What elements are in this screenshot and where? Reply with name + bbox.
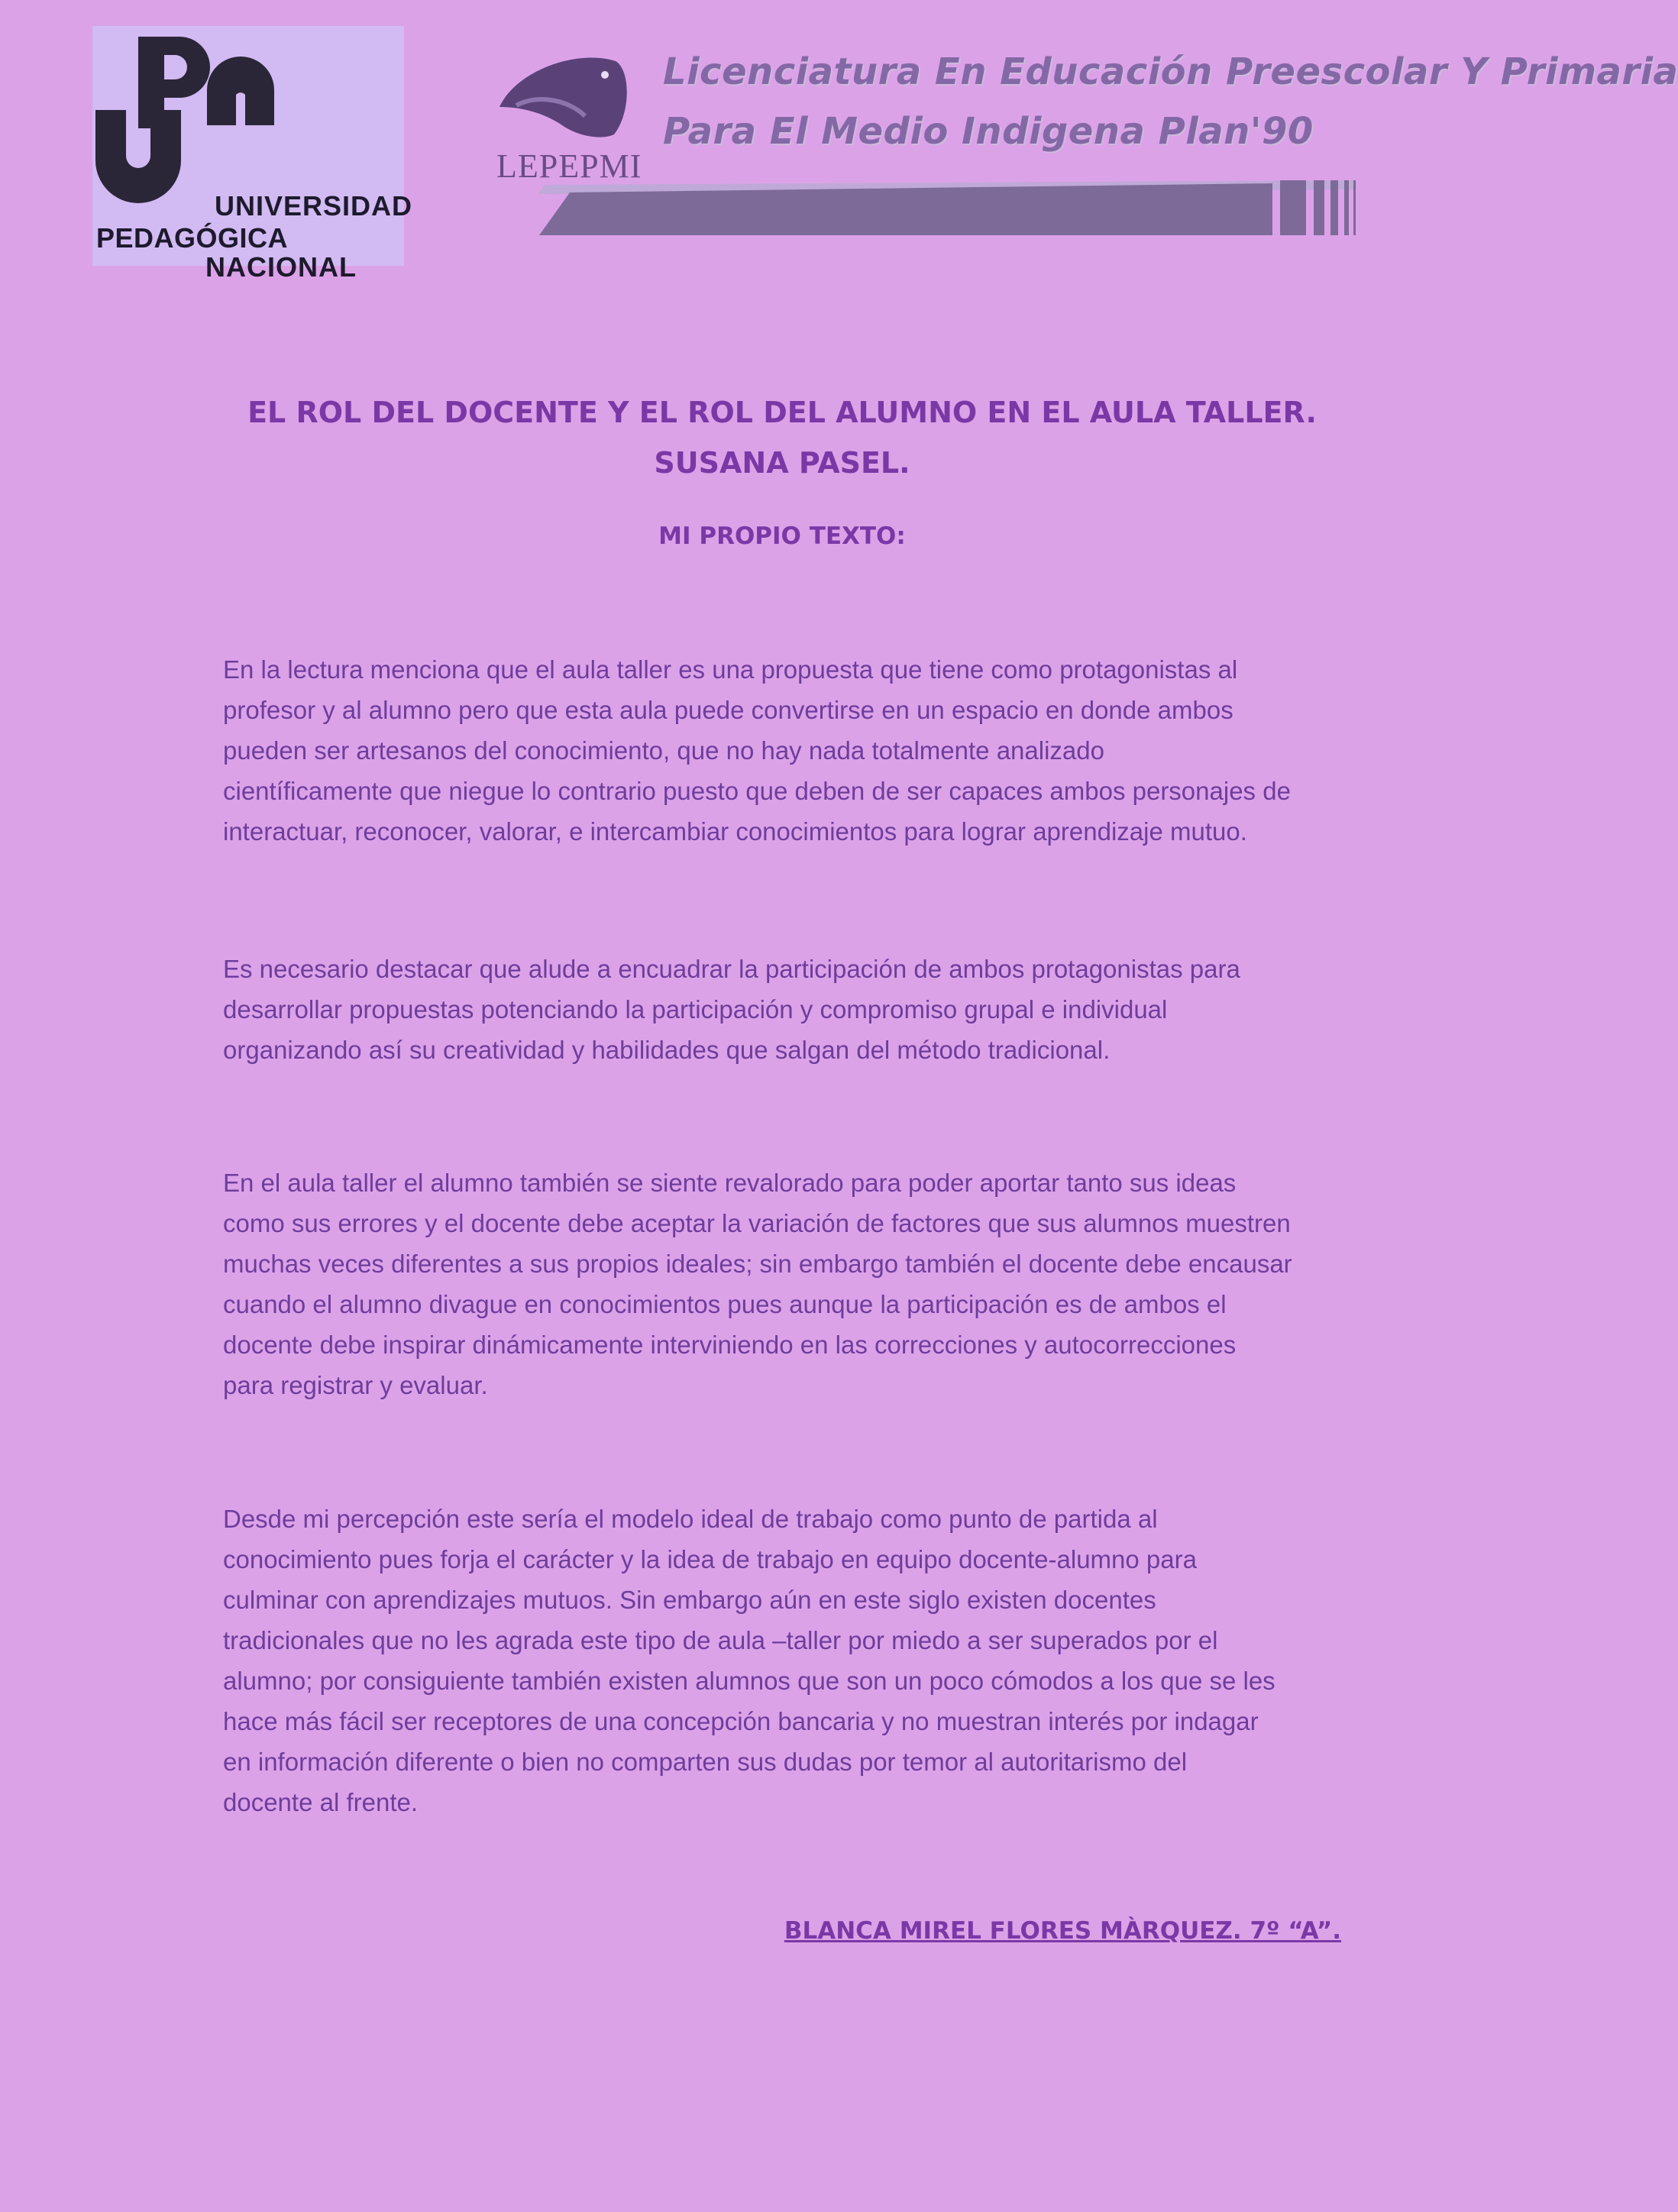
paragraph-line: culminar con aprendizajes mutuos. Sin embargo aún en este siglo existen docentes [223,1586,1156,1614]
upn-logo [92,26,413,283]
paragraph-line: organizando así su creatividad y habilidades que salgan del método tradicional. [223,1036,1111,1064]
upn-logo-line2: PEDAGÓGICA [96,222,289,254]
paragraph-line: profesor y al alumno pero que esta aula puede convertirse en un espacio en donde ambos [223,696,1233,724]
paragraph-line: conocimiento pues forja el carácter y la idea de trabajo en equipo docente-alumno para [223,1545,1197,1573]
banner-title-line2: Para El Medio Indigena Plan'90 [663,110,1314,153]
document-subtitle: MI PROPIO TEXTO: [658,522,906,550]
paragraph-line: interactuar, reconocer, valorar, e intercambiar conocimientos para lograr aprendizaje mutuo. [223,817,1247,846]
upn-logo-line1: UNIVERSIDAD [215,190,413,222]
document-author: SUSANA PASEL. [654,446,910,480]
document-title: EL ROL DEL DOCENTE Y EL ROL DEL ALUMNO EN EL AULA TALLER. [247,396,1317,429]
paragraph-line: como sus errores y el docente debe aceptar la variación de factores que sus alumnos muestren [223,1209,1291,1237]
paragraph-line: en información diferente o bien no comparten sus dudas por temor al autoritarismo del [223,1748,1188,1776]
paragraph-line: hace más fácil ser receptores de una concepción bancaria y no muestran interés por indagar [223,1707,1259,1735]
lepepmi-banner [486,40,1678,246]
upn-logo-line3: NACIONAL [205,251,357,283]
paragraph-line: docente debe inspirar dinámicamente interviniendo en las correcciones y autocorrecciones [223,1331,1237,1359]
paragraph-line: En el aula taller el alumno también se siente revalorado para poder aportar tanto sus ideas [223,1169,1237,1197]
banner-title-line1: Licenciatura En Educación Preescolar Y Primaria [663,50,1678,93]
paragraph-4 [223,1499,1338,1822]
paragraph-1 [223,649,1338,852]
paragraph-line: muchas veces diferentes a sus propios ideales; sin embargo también el docente debe encausar [223,1250,1292,1278]
paragraph-line: pueden ser artesanos del conocimiento, que no hay nada totalmente analizado [223,736,1104,765]
author-signature: BLANCA MIREL FLORES MÀRQUEZ. 7º “A”. [784,1917,1341,1945]
paragraph-line: cuando el alumno divague en conocimientos pues aunque la participación es de ambos el [223,1290,1227,1318]
paragraph-2 [223,949,1338,1070]
banner-acronym: LEPEPMI [496,147,642,185]
paragraph-line: Es necesario destacar que alude a encuadrar la participación de ambos protagonistas para [223,955,1240,983]
paragraph-line: En la lectura menciona que el aula taller es una propuesta que tiene como protagonistas al [223,655,1238,684]
paragraph-line: para registrar y evaluar. [223,1371,488,1399]
paragraph-line: tradicionales que no les agrada este tipo de aula –taller por miedo a ser superados por el [223,1626,1218,1654]
paragraph-line: desarrollar propuestas potenciando la participación y compromiso grupal e individual [223,995,1168,1024]
paragraph-line: Desde mi percepción este sería el modelo ideal de trabajo como punto de partida al [223,1505,1158,1533]
paragraph-line: científicamente que niegue lo contrario puesto que deben de ser capaces ambos personajes de [223,777,1291,805]
paragraph-3 [223,1163,1338,1405]
paragraph-line: docente al frente. [223,1788,419,1816]
paragraph-line: alumno; por consiguiente también existen alumnos que son un poco cómodos a los que se les [223,1667,1275,1695]
